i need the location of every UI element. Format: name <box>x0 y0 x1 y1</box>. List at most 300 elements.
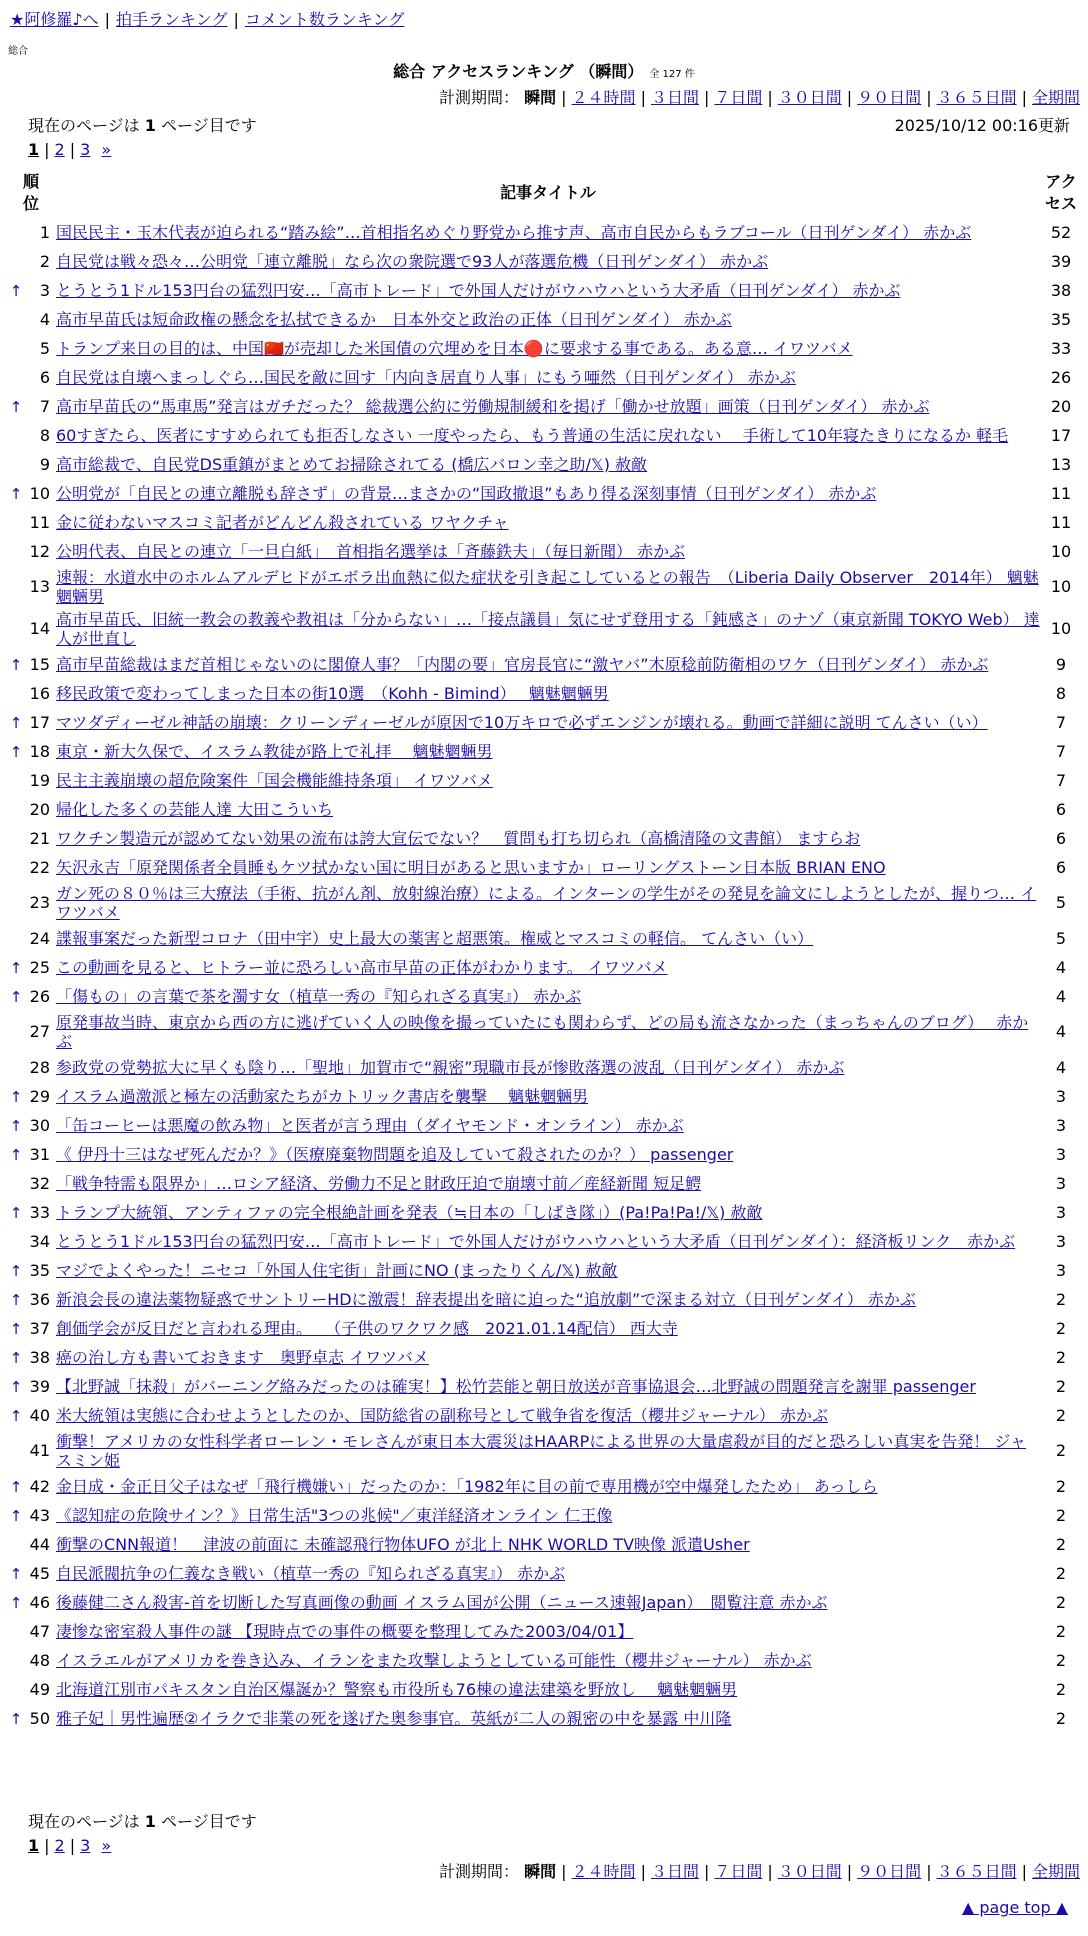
access-count: 2 <box>1055 1650 1067 1670</box>
rank-number: 29 <box>29 1086 50 1106</box>
article-title-cell <box>54 882 1042 924</box>
table-row <box>8 421 1080 450</box>
access-count: 5 <box>1055 928 1067 948</box>
top-nav <box>10 10 404 29</box>
article-link[interactable]: 衝撃！アメリカの女性科学者ローレン・モレさんが東日本大震災はHAARPによる世界の大量虐殺が目的だと恐ろしい真実を告発！ ジャスミン姫 <box>56 1431 1027 1470</box>
article-link[interactable]: 高市早苗総裁はまだ首相じゃないのに閣僚人事？「内閣の要」官房長官に“激ヤバ”木原稔前防衛相のワケ（日刊ゲンダイ） 赤かぶ <box>56 654 989 674</box>
article-title-cell <box>54 708 1042 737</box>
home-link[interactable]: ★阿修羅♪へ <box>10 10 99 29</box>
article-link[interactable]: 北海道江別市パキスタン自治区爆誕か？警察も市役所も76棟の違法建築を野放し 魑魅魍魎男 <box>56 1679 738 1699</box>
rank-number: 43 <box>29 1505 50 1525</box>
up-arrow-icon <box>8 566 24 608</box>
article-link[interactable]: 参政党の党勢拡大に早くも陰り…「聖地」加賀市で“親密”現職市長が惨敗落選の波乱（日刊ゲンダイ） 赤かぶ <box>56 1057 845 1077</box>
up-arrow-icon: ↑ <box>9 484 23 503</box>
period-30d-link[interactable]: ３０日間 <box>777 1862 842 1881</box>
article-link[interactable]: 速報：水道水中のホルムアルデヒドがエボラ出血熱に似た症状を引き起こしているとの報告 （Liberia Daily Observer 2014年） 魑魅魍魎男 <box>56 567 1039 606</box>
up-arrow-icon: ↑ <box>9 1087 23 1106</box>
period-365d-link[interactable]: ３６５日間 <box>936 88 1017 107</box>
access-count: 3 <box>1055 1115 1067 1135</box>
access-count: 3 <box>1055 1260 1067 1280</box>
table-row <box>8 824 1080 853</box>
article-link[interactable]: 雅子妃｜男性遍歴②イラクで非業の死を遂げた奥参事官。英紙が二人の親密の中を暴露 中川隆 <box>56 1708 732 1728</box>
article-link[interactable]: 衝撃のCNN報道！ 津波の前面に 未確認飛行物体UFO が北上 NHK WORLD TV映像 派遣Usher <box>56 1534 750 1554</box>
pager-next[interactable]: » <box>101 1836 112 1855</box>
article-title-cell <box>54 1430 1042 1472</box>
up-arrow-icon <box>8 508 24 537</box>
access-count: 6 <box>1055 799 1067 819</box>
table-row <box>8 1169 1080 1198</box>
access-count: 7 <box>1055 770 1067 790</box>
up-arrow-icon <box>8 334 24 363</box>
period-7d-link[interactable]: ７日間 <box>714 1862 763 1881</box>
table-row <box>8 608 1080 650</box>
article-title-cell <box>54 363 1042 392</box>
rank-number: 3 <box>39 280 50 300</box>
rank-number: 4 <box>39 309 50 329</box>
article-link[interactable]: 高市早苗氏の“馬車馬”発言はガチだった？ 総裁選公約に労働規制緩和を掲げ「働かせ放題」画策（日刊ゲンダイ） 赤かぶ <box>56 396 930 416</box>
up-arrow-icon <box>8 853 24 882</box>
rank-number: 9 <box>39 454 50 474</box>
table-row <box>8 1227 1080 1256</box>
col-access: アクセス <box>1044 172 1077 213</box>
article-title-cell <box>54 421 1042 450</box>
period-current: 瞬間 <box>524 1862 557 1881</box>
article-link[interactable]: 新浪会長の違法薬物疑惑でサントリーHDに激震！辞表提出を暗に迫った“追放劇”で深まる対立（日刊ゲンダイ） 赤かぶ <box>56 1289 916 1309</box>
rank-number: 19 <box>29 770 50 790</box>
col-title: 記事タイトル <box>500 183 596 203</box>
article-title-cell <box>54 679 1042 708</box>
up-arrow-icon: ↑ <box>9 1709 23 1728</box>
pager-page-3[interactable]: 3 <box>80 1836 91 1855</box>
comment-ranking-link[interactable]: コメント数ランキング <box>244 10 405 29</box>
up-arrow-icon <box>8 305 24 334</box>
table-row <box>8 982 1080 1011</box>
article-link[interactable]: 「缶コーヒーは悪魔の飲み物」と医者が言う理由（ダイヤモンド・オンライン） 赤かぶ <box>56 1115 684 1135</box>
rank-number: 41 <box>29 1441 50 1461</box>
article-title-cell <box>54 1704 1042 1733</box>
rank-number: 28 <box>29 1057 50 1077</box>
table-row <box>8 1372 1080 1401</box>
table-row <box>8 853 1080 882</box>
article-link[interactable]: 矢沢永吉「原発関係者全員睡もケツ拭かない国に明日があると思いますか」ローリングストーン日本版 BRIAN ENO <box>56 857 886 877</box>
article-title-cell <box>54 1401 1042 1430</box>
up-arrow-icon: ↑ <box>9 397 23 416</box>
rank-number: 10 <box>29 483 50 503</box>
access-count: 2 <box>1055 1563 1067 1583</box>
table-row <box>8 650 1080 679</box>
article-title-cell <box>54 924 1042 953</box>
article-link[interactable]: 【北野誠「抹殺」がバーニング絡みだったのは確実！】松竹芸能と朝日放送が音事協退会…北野誠の問題発言を謝罪 passenger <box>56 1376 976 1396</box>
access-count: 11 <box>1050 512 1072 532</box>
rank-number: 16 <box>29 683 50 703</box>
period-current: 瞬間 <box>524 88 557 107</box>
rank-number: 38 <box>29 1347 50 1367</box>
rank-number: 6 <box>39 367 50 387</box>
table-row <box>8 450 1080 479</box>
pager-page-2[interactable]: 2 <box>54 140 65 159</box>
table-row <box>8 1430 1080 1472</box>
rank-number: 42 <box>29 1476 50 1496</box>
up-arrow-icon <box>8 1646 24 1675</box>
access-count: 2 <box>1055 1376 1067 1396</box>
access-count: 2 <box>1055 1621 1067 1641</box>
access-count: 2 <box>1055 1347 1067 1367</box>
period-24h-link[interactable]: ２４時間 <box>571 88 636 107</box>
access-count: 2 <box>1055 1679 1067 1699</box>
period-90d-link[interactable]: ９０日間 <box>857 88 922 107</box>
article-link[interactable]: 東京・新大久保で、イスラム教徒が路上で礼拝 魑魅魍魎男 <box>56 741 493 761</box>
table-header <box>8 168 1080 218</box>
pager-page-3[interactable]: 3 <box>80 140 91 159</box>
up-arrow-icon: ↑ <box>9 1290 23 1309</box>
up-arrow-icon: ↑ <box>9 281 23 300</box>
article-title-cell <box>54 218 1042 247</box>
table-row <box>8 1082 1080 1111</box>
article-link[interactable]: 民主主義崩壊の超危険案件「国会機能維持条項」 イワツバメ <box>56 770 493 790</box>
article-link[interactable]: 自民派閥抗争の仁義なき戦い（植草一秀の『知られざる真実』） 赤かぶ <box>56 1563 566 1583</box>
article-link[interactable]: 《 伊丹十三はなぜ死んだか？》（医療廃棄物問題を追及していて殺されたのか？） passenger <box>56 1144 734 1164</box>
article-title-cell <box>54 1011 1042 1053</box>
table-row <box>8 1646 1080 1675</box>
rank-number: 27 <box>29 1022 50 1042</box>
article-title-cell <box>54 737 1042 766</box>
article-link[interactable]: 米大統領は実態に合わせようとしたのか、国防総省の副称号として戦争省を復活（櫻井ジャーナル） 赤かぶ <box>56 1405 828 1425</box>
article-title-cell <box>54 392 1042 421</box>
up-arrow-icon <box>8 1530 24 1559</box>
access-count: 2 <box>1055 1534 1067 1554</box>
current-page-info-bottom: 現在のページは 1 ページ目です <box>28 1812 257 1831</box>
article-title-cell <box>54 1285 1042 1314</box>
table-row <box>8 1053 1080 1082</box>
rank-number: 26 <box>29 986 50 1006</box>
article-link[interactable]: 公明党が「自民との連立離脱も辞さず」の背景…まさかの“国政撤退”もあり得る深刻事情（日刊ゲンダイ） 赤かぶ <box>56 483 877 503</box>
rank-number: 20 <box>29 799 50 819</box>
access-count: 35 <box>1050 309 1072 329</box>
period-all-link[interactable]: 全期間 <box>1031 88 1080 107</box>
article-title-cell <box>54 953 1042 982</box>
article-link[interactable]: 後藤健二さん殺害-首を切断した写真画像の動画 イスラム国が公開（ニュース速報Japan） 閲覧注意 赤かぶ <box>56 1592 828 1612</box>
rank-number: 1 <box>39 222 50 242</box>
article-link[interactable]: マツダディーゼル神話の崩壊：クリーンディーゼルが原因で10万キロで必ずエンジンが壊れる。動画で詳細に説明 てんさい（い） <box>56 712 988 732</box>
access-count: 33 <box>1050 338 1072 358</box>
access-count: 2 <box>1055 1592 1067 1612</box>
pager-current: 1 <box>28 140 40 159</box>
article-title-cell <box>54 247 1042 276</box>
article-title-cell <box>54 1588 1042 1617</box>
article-link[interactable]: 自民党は自壊へまっしぐら…国民を敵に回す「内向き居直り人事」にもう唖然（日刊ゲンダイ） 赤かぶ <box>56 367 796 387</box>
current-page-number: 1 <box>144 116 156 135</box>
table-row <box>8 1530 1080 1559</box>
table-row <box>8 708 1080 737</box>
article-link[interactable]: 高市早苗氏、旧統一教会の教義や教祖は「分からない」…「接点議員」気にせず登用する「鈍感さ」のナゾ（東京新聞 TOKYO Web） 達人が世直し <box>56 609 1040 648</box>
rank-number: 13 <box>29 577 50 597</box>
current-page-info: 現在のページは 1 ページ目です <box>28 116 257 135</box>
article-link[interactable]: トランプ来日の目的は、中国🇨🇳が売却した米国債の穴埋めを日本🔴に要求する事である。ある意… イワツバメ <box>56 338 853 358</box>
article-link[interactable]: ワクチン製造元が認めてない効果の流布は誇大宣伝でない？ 質問も打ち切られ（高橋清隆の文書館） ますらお <box>56 828 861 848</box>
article-link[interactable]: 諜報事案だった新型コロナ（田中宇）史上最大の薬害と超悪策。権威とマスコミの軽信。 てんさい（い） <box>56 928 814 948</box>
period-365d-link[interactable]: ３６５日間 <box>936 1862 1017 1881</box>
pager-top: 1 | 2 | 3 » <box>28 140 112 159</box>
nav-separator: | <box>104 10 110 29</box>
total-count: 全 127 件 <box>649 69 695 80</box>
article-link[interactable]: トランプ大統領、アンティファの完全根絶計画を発表（≒日本の「しばき隊」）(Pa!Pa!Pa!/𝕏) 赦敵 <box>56 1202 763 1222</box>
up-arrow-icon: ↑ <box>9 1564 23 1583</box>
up-arrow-icon <box>8 450 24 479</box>
article-title-cell <box>54 508 1042 537</box>
up-arrow-icon: ↑ <box>9 1506 23 1525</box>
table-row <box>8 305 1080 334</box>
up-arrow-icon <box>8 608 24 650</box>
article-link[interactable]: 金日成・金正日父子はなぜ「飛行機嫌い」だったのか：「1982年に目の前で専用機が空中爆発したため」 あっしら <box>56 1476 878 1496</box>
up-arrow-icon: ↑ <box>9 1116 23 1135</box>
rank-number: 37 <box>29 1318 50 1338</box>
table-row <box>8 1111 1080 1140</box>
table-row <box>8 1256 1080 1285</box>
rank-number: 12 <box>29 541 50 561</box>
access-count: 3 <box>1055 1173 1067 1193</box>
access-count: 5 <box>1055 893 1067 913</box>
article-title-cell <box>54 1198 1042 1227</box>
rank-number: 21 <box>29 828 50 848</box>
access-count: 2 <box>1055 1318 1067 1338</box>
rank-number: 15 <box>29 654 50 674</box>
access-count: 20 <box>1050 396 1072 416</box>
pager-current: 1 <box>28 1836 40 1855</box>
article-title-cell <box>54 853 1042 882</box>
ranking-title: 総合 アクセスランキング （瞬間） <box>393 62 644 81</box>
up-arrow-icon: ↑ <box>9 1203 23 1222</box>
ranking-table <box>8 168 1080 1733</box>
article-link[interactable]: 公明代表、自民との連立「一旦白紙」 首相指名選挙は「斉藤鉄夫」（毎日新聞） 赤かぶ <box>56 541 686 561</box>
period-3d-link[interactable]: ３日間 <box>650 88 699 107</box>
up-arrow-icon <box>8 795 24 824</box>
article-link[interactable]: 凄惨な密室殺人事件の謎 【現時点での事件の概要を整理してみた2003/04/01】 <box>56 1621 634 1641</box>
article-link[interactable]: この動画を見ると、ヒトラー並に恐ろしい高市早苗の正体がわかります。 イワツバメ <box>56 957 668 977</box>
article-link[interactable]: 移民政策で変わってしまった日本の街10選 （Kohh - Bimind） 魑魅魍魎男 <box>56 683 609 703</box>
table-row <box>8 1588 1080 1617</box>
access-count: 13 <box>1050 454 1072 474</box>
up-arrow-icon: ↑ <box>9 713 23 732</box>
access-count: 17 <box>1050 425 1072 445</box>
access-count: 4 <box>1055 1057 1067 1077</box>
rank-number: 33 <box>29 1202 50 1222</box>
rank-number: 47 <box>29 1621 50 1641</box>
period-30d-link[interactable]: ３０日間 <box>777 88 842 107</box>
period-label: 計測期間： <box>439 1862 520 1881</box>
period-24h-link[interactable]: ２４時間 <box>571 1862 636 1881</box>
table-row <box>8 479 1080 508</box>
rank-number: 39 <box>29 1376 50 1396</box>
rank-number: 25 <box>29 957 50 977</box>
rank-number: 31 <box>29 1144 50 1164</box>
article-title-cell <box>54 450 1042 479</box>
ranking-body <box>8 218 1080 1733</box>
access-count: 2 <box>1055 1405 1067 1425</box>
up-arrow-icon: ↑ <box>9 1406 23 1425</box>
up-arrow-icon: ↑ <box>9 1593 23 1612</box>
article-title-cell <box>54 1675 1042 1704</box>
article-link[interactable]: 創価学会が反日だと言われる理由。 （子供のワクワク感 2021.01.14配信） 西大寺 <box>56 1318 678 1338</box>
pager-page-2[interactable]: 2 <box>54 1836 65 1855</box>
article-title-cell <box>54 1053 1042 1082</box>
article-title-cell <box>54 334 1042 363</box>
up-arrow-icon <box>8 766 24 795</box>
article-title-cell <box>54 1559 1042 1588</box>
article-link[interactable]: 自民党は戦々恐々…公明党「連立離脱」なら次の衆院選で93人が落選危機（日刊ゲンダイ） 赤かぶ <box>56 251 769 271</box>
rank-number: 17 <box>29 712 50 732</box>
article-title-cell <box>54 1256 1042 1285</box>
up-arrow-icon: ↑ <box>9 1348 23 1367</box>
article-title-cell <box>54 608 1042 650</box>
up-arrow-icon <box>8 1430 24 1472</box>
access-count: 4 <box>1055 1022 1067 1042</box>
access-count: 7 <box>1055 712 1067 732</box>
access-count: 10 <box>1050 541 1072 561</box>
rank-number: 2 <box>39 251 50 271</box>
page-title <box>0 62 1088 81</box>
category-label: 総合 <box>8 46 28 57</box>
article-title-cell <box>54 537 1042 566</box>
rank-number: 35 <box>29 1260 50 1280</box>
table-row <box>8 1198 1080 1227</box>
up-arrow-icon <box>8 679 24 708</box>
rank-number: 8 <box>39 425 50 445</box>
table-row <box>8 953 1080 982</box>
table-row <box>8 508 1080 537</box>
article-title-cell <box>54 795 1042 824</box>
article-title-cell <box>54 276 1042 305</box>
up-arrow-icon <box>8 1227 24 1256</box>
page-top-link[interactable]: ▲ page top ▲ <box>961 1898 1068 1917</box>
access-count: 11 <box>1050 483 1072 503</box>
rank-number: 23 <box>29 893 50 913</box>
table-row <box>8 1011 1080 1053</box>
rank-number: 24 <box>29 928 50 948</box>
up-arrow-icon <box>8 882 24 924</box>
table-row <box>8 1675 1080 1704</box>
access-count: 10 <box>1050 619 1072 639</box>
up-arrow-icon: ↑ <box>9 1477 23 1496</box>
article-link[interactable]: 《認知症の危険サイン？》日常生活"3つの兆候"／東洋経済オンライン 仁王像 <box>56 1505 613 1525</box>
access-count: 2 <box>1055 1505 1067 1525</box>
table-row <box>8 924 1080 953</box>
rank-number: 14 <box>29 619 50 639</box>
up-arrow-icon: ↑ <box>9 655 23 674</box>
table-row <box>8 766 1080 795</box>
article-link[interactable]: マジでよくやった！ニセコ「外国人住宅街」計画にNO (まったりくん/𝕏) 赦敵 <box>56 1260 618 1280</box>
article-title-cell <box>54 1314 1042 1343</box>
access-count: 2 <box>1055 1476 1067 1496</box>
up-arrow-icon: ↑ <box>9 1319 23 1338</box>
article-title-cell <box>54 1530 1042 1559</box>
article-link[interactable]: 「戦争特需も限界か」…ロシア経済、労働力不足と財政圧迫で崩壊寸前／産経新聞 短足鰐 <box>56 1173 702 1193</box>
article-title-cell <box>54 1140 1042 1169</box>
up-arrow-icon: ↑ <box>9 1261 23 1280</box>
rank-number: 30 <box>29 1115 50 1135</box>
table-row <box>8 363 1080 392</box>
article-link[interactable]: とうとう1ドル153円台の猛烈円安…「高市トレード」で外国人だけがウハウハという大矛盾（日刊ゲンダイ）：経済板リンク 赤かぶ <box>56 1231 1016 1251</box>
article-link[interactable]: 国民民主・玉木代表が迫られる“踏み絵”…首相指名めぐり野党から推す声、高市自民からもラブコール（日刊ゲンダイ） 赤かぶ <box>56 222 972 242</box>
article-title-cell <box>54 1227 1042 1256</box>
period-3d-link[interactable]: ３日間 <box>650 1862 699 1881</box>
up-arrow-icon <box>8 218 24 247</box>
up-arrow-icon <box>8 421 24 450</box>
article-title-cell <box>54 1082 1042 1111</box>
table-row <box>8 276 1080 305</box>
article-link[interactable]: 高市総裁で、自民党DS重鎮がまとめてお掃除されてる (橋広バロン幸之助/𝕏) 赦敵 <box>56 454 648 474</box>
access-count: 7 <box>1055 741 1067 761</box>
access-count: 2 <box>1055 1708 1067 1728</box>
article-link[interactable]: イスラエルがアメリカを巻き込み、イランをまた攻撃しようとしている可能性（櫻井ジャーナル） 赤かぶ <box>56 1650 812 1670</box>
article-title-cell <box>54 1501 1042 1530</box>
rank-number: 40 <box>29 1405 50 1425</box>
period-7d-link[interactable]: ７日間 <box>714 88 763 107</box>
period-selector-top: 計測期間： 瞬間 | ２４時間 | ３日間 | ７日間 | ３０日間 | ９０日間 | ３６５日間 | 全期間 <box>439 88 1080 107</box>
article-link[interactable]: ガン死の８０％は三大療法（手術、抗がん剤、放射線治療）による。インターンの学生がその発見を論文にしようとしたが、握りつ… イワツバメ <box>56 883 1037 922</box>
table-row <box>8 1285 1080 1314</box>
rank-number: 11 <box>29 512 50 532</box>
rank-number: 22 <box>29 857 50 877</box>
table-row <box>8 737 1080 766</box>
clap-ranking-link[interactable]: 拍手ランキング <box>115 10 228 29</box>
period-all-link[interactable]: 全期間 <box>1031 1862 1080 1881</box>
article-title-cell <box>54 566 1042 608</box>
table-row <box>8 1617 1080 1646</box>
rank-number: 44 <box>29 1534 50 1554</box>
article-title-cell <box>54 1472 1042 1501</box>
rank-number: 50 <box>29 1708 50 1728</box>
up-arrow-icon <box>8 537 24 566</box>
current-page-number: 1 <box>144 1812 156 1831</box>
pager-bottom: 1 | 2 | 3 » <box>28 1836 112 1855</box>
article-link[interactable]: 「傷もの」の言葉で茶を濁す女（植草一秀の『知られざる真実』） 赤かぶ <box>56 986 582 1006</box>
article-link[interactable]: 60すぎたら、医者にすすめられても拒否しなさい 一度やったら、もう普通の生活に戻れない 手術して10年寝たきりになるか 軽毛 <box>56 425 1009 445</box>
up-arrow-icon <box>8 1675 24 1704</box>
article-link[interactable]: 高市早苗氏は短命政権の懸念を払拭できるか 日本外交と政治の正体（日刊ゲンダイ） 赤かぶ <box>56 309 732 329</box>
article-title-cell <box>54 650 1042 679</box>
access-count: 4 <box>1055 957 1067 977</box>
up-arrow-icon <box>8 1011 24 1053</box>
table-row <box>8 247 1080 276</box>
article-title-cell <box>54 824 1042 853</box>
article-title-cell <box>54 1646 1042 1675</box>
table-row <box>8 679 1080 708</box>
nav-separator: | <box>233 10 239 29</box>
pager-next[interactable]: » <box>101 140 112 159</box>
up-arrow-icon: ↑ <box>9 1145 23 1164</box>
article-link[interactable]: とうとう1ドル153円台の猛烈円安…「高市トレード」で外国人だけがウハウハという大矛盾（日刊ゲンダイ） 赤かぶ <box>56 280 901 300</box>
up-arrow-icon: ↑ <box>9 1377 23 1396</box>
up-arrow-icon: ↑ <box>9 987 23 1006</box>
up-arrow-icon <box>8 1169 24 1198</box>
article-link[interactable]: 原発事故当時、東京から西の方に逃げていく人の映像を撮っていたにも関わらず、どの局も流さなかった（まっちゃんのブログ） 赤かぶ <box>56 1012 1029 1051</box>
table-row <box>8 795 1080 824</box>
article-title-cell <box>54 1343 1042 1372</box>
table-row <box>8 1343 1080 1372</box>
article-link[interactable]: 金に従わないマスコミ記者がどんどん殺されている ワヤクチャ <box>56 512 509 532</box>
article-link[interactable]: 癌の治し方も書いておきます 奥野卓志 イワツバメ <box>56 1347 429 1367</box>
article-title-cell <box>54 982 1042 1011</box>
access-count: 9 <box>1055 654 1067 674</box>
article-link[interactable]: イスラム過激派と極左の活動家たちがカトリック書店を襲撃 魑魅魍魎男 <box>56 1086 589 1106</box>
access-count: 39 <box>1050 251 1072 271</box>
access-count: 26 <box>1050 367 1072 387</box>
article-title-cell <box>54 479 1042 508</box>
period-90d-link[interactable]: ９０日間 <box>857 1862 922 1881</box>
article-link[interactable]: 帰化した多くの芸能人達 大田こういち <box>56 799 334 819</box>
article-title-cell <box>54 1372 1042 1401</box>
access-count: 38 <box>1050 280 1072 300</box>
